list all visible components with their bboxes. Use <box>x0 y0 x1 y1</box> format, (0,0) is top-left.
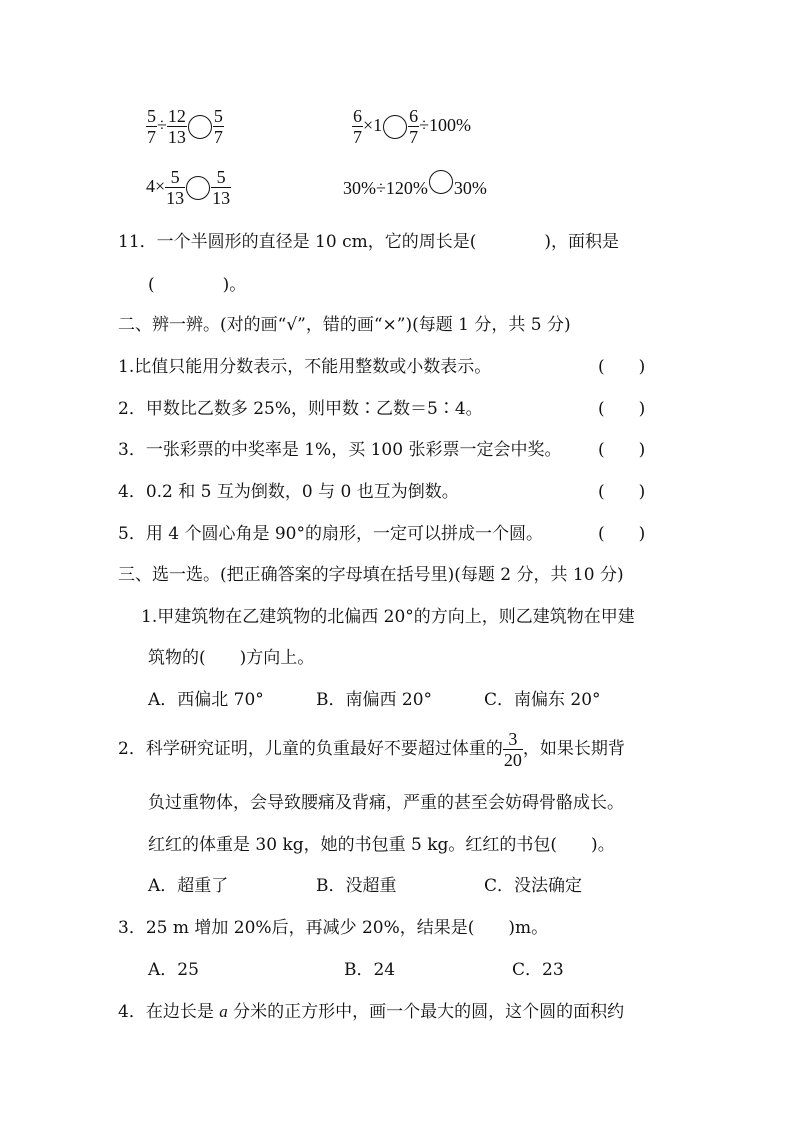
numerator: 12 <box>167 106 186 126</box>
question-text: ，如果长期背 <box>522 739 625 759</box>
choice-q2 <box>118 729 625 770</box>
choice-q2-cont2: 红红的体重是 30 kg，她的书包重 5 kg。红红的书包( )。 <box>148 835 615 855</box>
compare-item-4 <box>343 178 487 198</box>
numerator: 5 <box>211 167 231 188</box>
denominator: 20 <box>503 750 522 770</box>
numerator: 5 <box>213 106 223 126</box>
judge-text: 4．0.2 和 5 互为倒数，0 与 0 也互为倒数。 <box>118 482 459 502</box>
compare-item-3 <box>146 167 231 208</box>
judge-text: 1.比值只能用分数表示，不能用整数或小数表示。 <box>118 357 492 377</box>
denominator: 7 <box>147 127 156 147</box>
operator: ÷ <box>157 115 167 135</box>
expression-text: 30%÷120% <box>343 178 428 198</box>
denominator: 7 <box>409 127 419 147</box>
section-3-title: 三、选一选。(把正确答案的字母填在括号里)(每题 2 分，共 10 分) <box>118 565 624 585</box>
question-11: 11．一个半圆形的直径是 10 cm，它的周长是( )，面积是 <box>118 232 619 252</box>
variable: a <box>219 1002 228 1021</box>
fraction <box>352 106 363 147</box>
question-11-blank: ( )。 <box>148 275 247 295</box>
choice-q1-cont: 筑物的( )方向上。 <box>148 648 315 668</box>
section-2-title: 二、辨一辨。(对的画“√”，错的画“×”)(每题 1 分，共 5 分) <box>118 315 571 335</box>
answer-circle[interactable] <box>383 115 407 139</box>
option-b[interactable]: B．没超重 <box>316 876 397 896</box>
option-b[interactable]: B．南偏西 20° <box>316 690 433 710</box>
option-b[interactable]: B．24 <box>344 960 396 980</box>
expression-text: 30% <box>453 178 487 198</box>
choice-q3: 3．25 m 增加 20%后，再减少 20%，结果是( )m。 <box>118 918 549 938</box>
numerator: 3 <box>503 729 523 750</box>
answer-blank[interactable]: ( ) <box>598 399 646 419</box>
expression-text: ÷100% <box>419 115 472 135</box>
question-text: 分米的正方形中，画一个最大的圆，这个圆的面积约 <box>227 1002 625 1022</box>
judge-item-5 <box>118 524 646 544</box>
answer-circle[interactable] <box>188 115 212 139</box>
answer-circle[interactable] <box>186 176 210 200</box>
question-text: 2．科学研究证明，儿童的负重最好不要超过体重的 <box>118 739 503 759</box>
judge-item-4 <box>118 482 646 502</box>
expression-text: 4× <box>146 176 166 196</box>
answer-circle[interactable] <box>429 170 453 194</box>
judge-item-3 <box>118 440 646 460</box>
option-c[interactable]: C．南偏东 20° <box>484 690 601 710</box>
fraction <box>503 729 523 770</box>
choice-q1: 1.甲建筑物在乙建筑物的北偏西 20°的方向上，则乙建筑物在甲建 <box>141 607 635 627</box>
compare-item-1 <box>146 106 224 147</box>
judge-text: 2．甲数比乙数多 25%，则甲数∶乙数＝5∶4。 <box>118 399 483 419</box>
denominator: 7 <box>213 127 223 147</box>
answer-blank[interactable]: ( ) <box>598 357 646 377</box>
answer-blank[interactable]: ( ) <box>598 482 646 502</box>
fraction <box>146 106 157 147</box>
answer-blank[interactable]: ( ) <box>598 524 646 544</box>
fraction <box>167 106 187 147</box>
compare-item-2 <box>352 106 471 147</box>
fraction <box>408 106 419 147</box>
judge-text: 3．一张彩票的中奖率是 1%，买 100 张彩票一定会中奖。 <box>118 440 562 460</box>
choice-q2-cont: 负过重物体，会导致腰痛及背痛，严重的甚至会妨碍骨骼成长。 <box>148 793 624 813</box>
option-c[interactable]: C．没法确定 <box>484 876 583 896</box>
denominator: 7 <box>353 127 362 147</box>
judge-item-1 <box>118 357 646 377</box>
judge-text: 5．用 4 个圆心角是 90°的扇形，一定可以拼成一个圆。 <box>118 524 543 544</box>
numerator: 5 <box>165 167 185 188</box>
numerator: 5 <box>147 106 156 126</box>
judge-item-2 <box>118 399 646 419</box>
numerator: 6 <box>409 106 419 126</box>
denominator: 13 <box>167 127 186 147</box>
option-c[interactable]: C．23 <box>512 960 564 980</box>
choice-q4 <box>118 1002 624 1022</box>
denominator: 13 <box>212 188 231 208</box>
option-a[interactable]: A．超重了 <box>148 876 229 896</box>
fraction <box>211 167 231 208</box>
option-a[interactable]: A．西偏北 70° <box>148 690 264 710</box>
answer-blank[interactable]: ( ) <box>598 440 646 460</box>
question-text: 4．在边长是 <box>118 1002 220 1022</box>
option-a[interactable]: A．25 <box>148 960 199 980</box>
fraction <box>213 106 224 147</box>
fraction <box>165 167 185 208</box>
numerator: 6 <box>353 106 362 126</box>
expression-text: ×1 <box>363 115 383 135</box>
denominator: 13 <box>166 188 185 208</box>
